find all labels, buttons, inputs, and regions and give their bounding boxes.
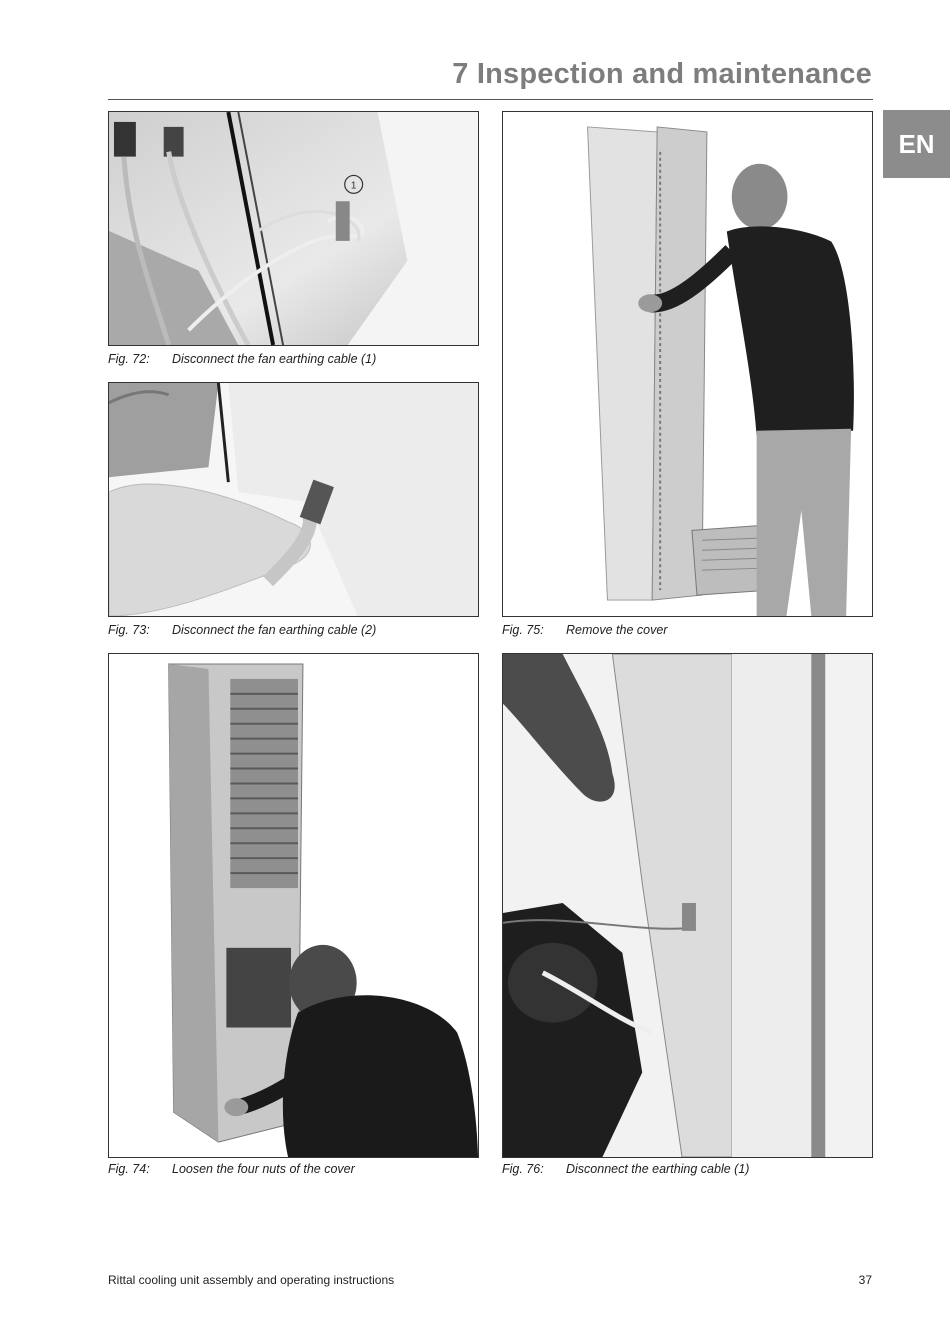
figure-number: Fig. 76: xyxy=(502,1162,544,1176)
figure-number: Fig. 75: xyxy=(502,623,544,637)
figure-caption-text: Disconnect the earthing cable (1) xyxy=(566,1162,750,1176)
page-title: 7 Inspection and maintenance xyxy=(452,58,872,90)
figure-76-photo xyxy=(502,653,873,1158)
figure-74-caption xyxy=(108,1162,355,1176)
figure-72-photo xyxy=(108,111,479,346)
figure-75-caption xyxy=(502,623,667,637)
figure-caption-text: Remove the cover xyxy=(566,623,668,637)
figure-74-photo xyxy=(108,653,479,1158)
figure-73-photo xyxy=(108,382,479,617)
figure-76-caption xyxy=(502,1162,749,1176)
callout-label xyxy=(351,180,357,191)
figure-number: Fig. 74: xyxy=(108,1162,150,1176)
footer-document-title: Rittal cooling unit assembly and operating instructions xyxy=(108,1273,395,1287)
figure-72-caption xyxy=(108,352,376,366)
figure-caption-text: Loosen the four nuts of the cover xyxy=(172,1162,355,1176)
figure-caption-text: Disconnect the fan earthing cable (2) xyxy=(172,623,377,637)
figure-caption-text: Disconnect the fan earthing cable (1) xyxy=(172,352,377,366)
figure-number: Fig. 73: xyxy=(108,623,150,637)
figure-73-caption xyxy=(108,623,376,637)
figure-number: Fig. 72: xyxy=(108,352,150,366)
svg-text:1: 1 xyxy=(350,180,357,192)
figure-75-photo xyxy=(502,111,873,617)
header-divider xyxy=(108,99,873,100)
page-number: 37 xyxy=(858,1273,872,1287)
language-tab[interactable]: EN xyxy=(883,110,950,178)
